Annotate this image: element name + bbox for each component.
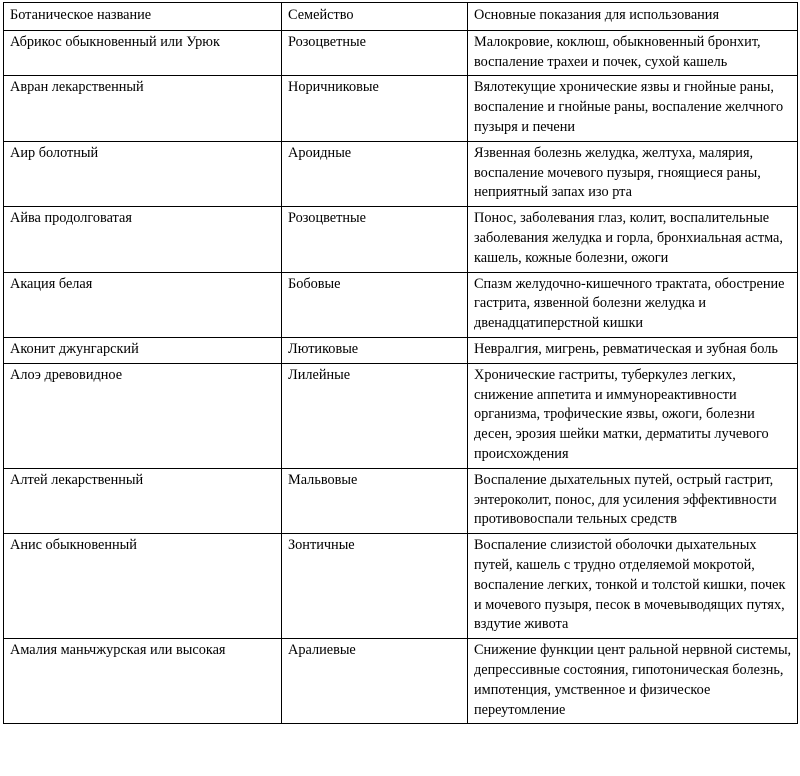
cell-main-indications: Хронические гастриты, туберкулез легких, снижение аппетита и иммунореактивности организма, трофические язвы, ожоги, болезни десен, эрозия шейки матки, дерматиты лучевого происхождения (468, 363, 798, 468)
cell-family: Лилейные (282, 363, 468, 468)
cell-main-indications: Невралгия, мигрень, ревматическая и зубная боль (468, 337, 798, 363)
cell-main-indications: Воспаление дыхательных путей, острый гастрит, энтероколит, понос, для усиления эффективности противовоспали тельных средств (468, 468, 798, 533)
table-row (4, 639, 798, 724)
cell-botanical-name: Акация белая (4, 272, 282, 337)
cell-family: Ароидные (282, 141, 468, 206)
cell-main-indications: Вялотекущие хронические язвы и гнойные раны, воспаление и гнойные раны, воспаление желчного пузыря и печени (468, 76, 798, 141)
cell-botanical-name: Аконит джунгарский (4, 337, 282, 363)
cell-family: Зонтичные (282, 534, 468, 639)
cell-family: Лютиковые (282, 337, 468, 363)
cell-main-indications: Понос, заболевания глаз, колит, воспалительные заболевания желудка и горла, бронхиальная астма, кашель, кожные болезни, ожоги (468, 207, 798, 272)
cell-botanical-name: Амалия маньчжурская или высокая (4, 639, 282, 724)
cell-main-indications: Язвенная болезнь желудка, желтуха, малярия, воспаление мочевого пузыря, гноящиеся раны, неприятный запах изо рта (468, 141, 798, 206)
cell-main-indications: Малокровие, коклюш, обыкновенный бронхит, воспаление трахеи и почек, сухой кашель (468, 30, 798, 76)
table-header-row (4, 3, 798, 31)
table-header (4, 3, 798, 31)
table-row (4, 30, 798, 76)
table-row (4, 141, 798, 206)
table-row (4, 337, 798, 363)
cell-botanical-name: Алоэ древовидное (4, 363, 282, 468)
table-row (4, 363, 798, 468)
table-row (4, 207, 798, 272)
cell-botanical-name: Алтей лекарственный (4, 468, 282, 533)
column-header-family: Семейство (282, 3, 468, 31)
cell-main-indications: Воспаление слизистой оболочки дыхательных путей, кашель с трудно отделяемой мокротой, воспаление легких, тонкой и толстой кишки, почек и мочевого пузыря, песок в мочевыводящих путях, вздутие живота (468, 534, 798, 639)
cell-botanical-name: Айва продолговатая (4, 207, 282, 272)
cell-botanical-name: Абрикос обыкновенный или Урюк (4, 30, 282, 76)
cell-main-indications: Снижение функции цент ральной нервной системы, депрессивные состояния, гипотоническая болезнь, импотенция, умственное и физическое переутомление (468, 639, 798, 724)
cell-botanical-name: Анис обыкновенный (4, 534, 282, 639)
cell-family: Норичниковые (282, 76, 468, 141)
cell-botanical-name: Авран лекарственный (4, 76, 282, 141)
table-row (4, 76, 798, 141)
cell-botanical-name: Аир болотный (4, 141, 282, 206)
cell-main-indications: Спазм желудочно-кишечного трактата, обострение гастрита, язвенной болезни желудка и двенадцатиперстной кишки (468, 272, 798, 337)
table-body (4, 30, 798, 724)
medicinal-plants-table (3, 2, 798, 724)
cell-family: Бобовые (282, 272, 468, 337)
cell-family: Мальвовые (282, 468, 468, 533)
table-row (4, 534, 798, 639)
table-row (4, 468, 798, 533)
column-header-uses: Основные показания для использования (468, 3, 798, 31)
cell-family: Аралиевые (282, 639, 468, 724)
cell-family: Розоцветные (282, 30, 468, 76)
cell-family: Розоцветные (282, 207, 468, 272)
column-header-botanical: Ботаническое название (4, 3, 282, 31)
table-row (4, 272, 798, 337)
